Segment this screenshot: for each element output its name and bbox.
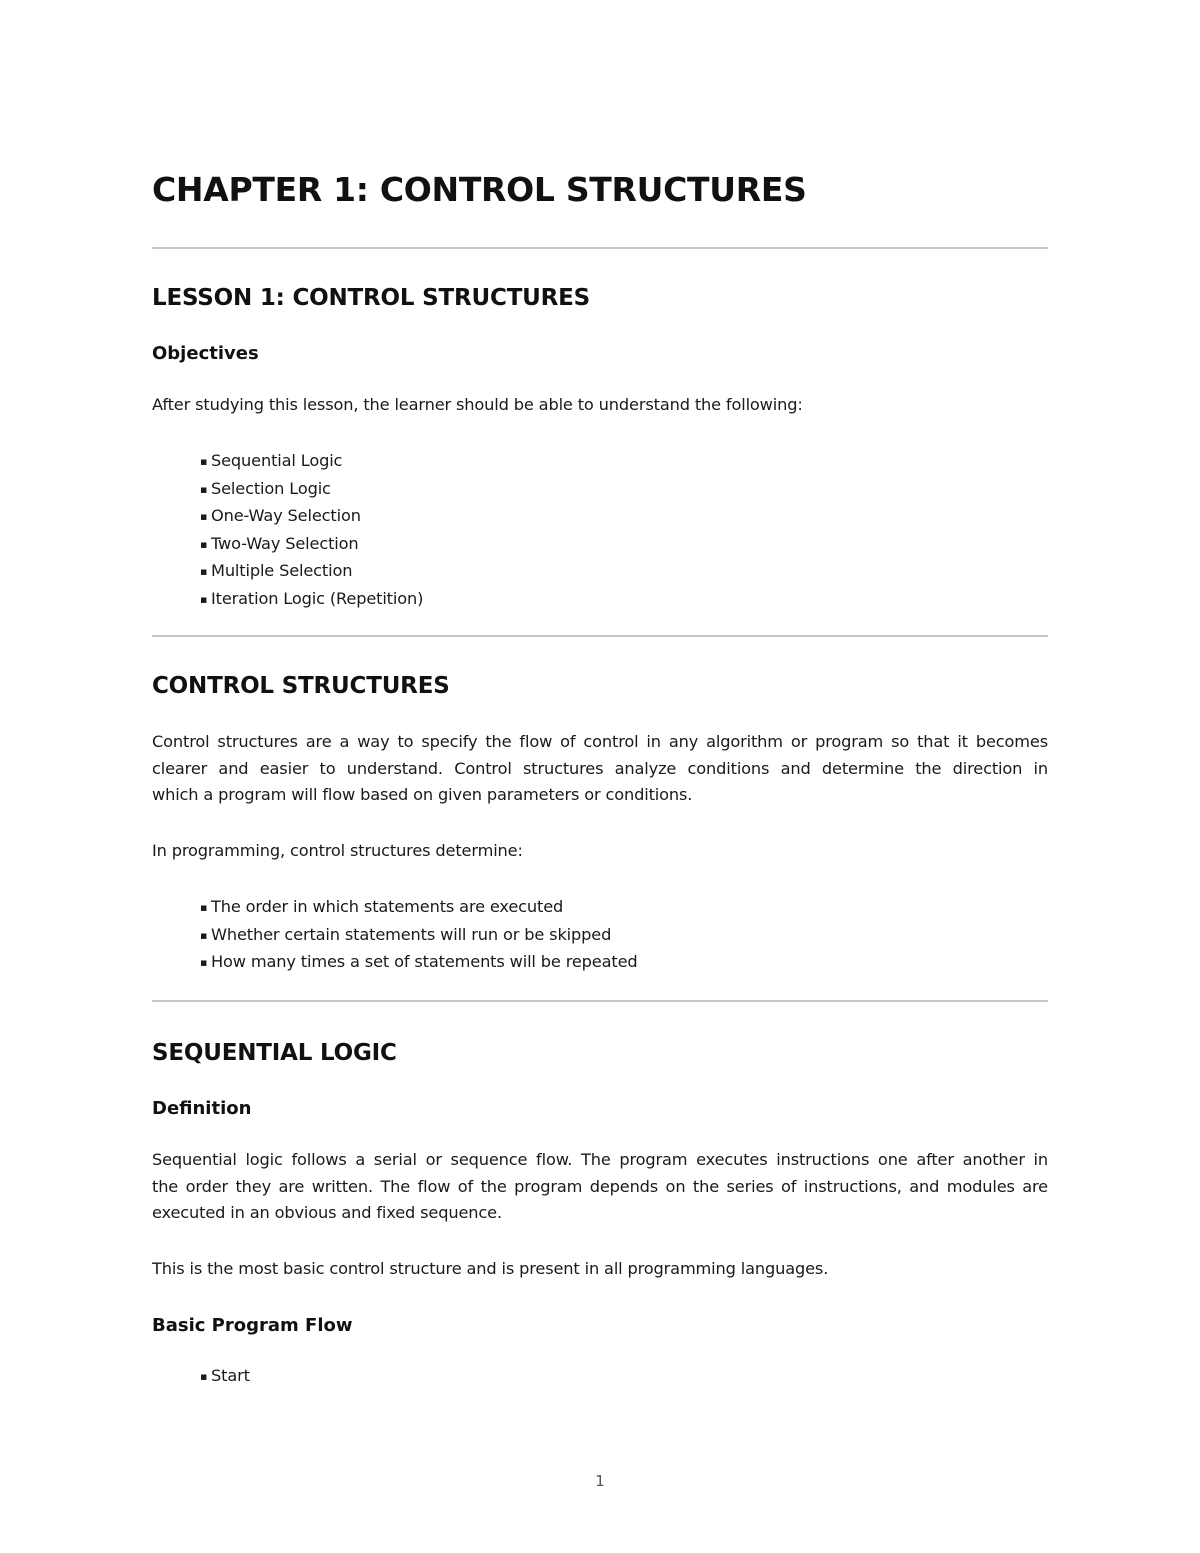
control-structures-intro: In programming, control structures determine: [152, 841, 523, 860]
bullet-icon: ▪ [200, 510, 208, 523]
control-structures-list [200, 894, 638, 977]
paragraph-line: Control structures are a way to specify the flow of control in any algorithm or program so that it becomes [152, 732, 1048, 751]
bullet-icon: ▪ [200, 565, 208, 578]
sequential-logic-title: SEQUENTIAL LOGIC [152, 1040, 397, 1066]
list-item: ▪ Iteration Logic (Repetition) [200, 586, 423, 614]
objectives-list [200, 448, 423, 613]
list-item: ▪ One-Way Selection [200, 503, 423, 531]
bullet-icon: ▪ [200, 956, 208, 969]
chapter-title: CHAPTER 1: CONTROL STRUCTURES [152, 170, 807, 209]
lesson-title: LESSON 1: CONTROL STRUCTURES [152, 285, 591, 311]
sequential-logic-paragraph [152, 1147, 1048, 1227]
section-divider [152, 635, 1048, 637]
list-item: ▪ Multiple Selection [200, 558, 423, 586]
paragraph-line: clearer and easier to understand. Control structures analyze conditions and determine the direction in [152, 758, 1048, 778]
definition-heading: Definition [152, 1098, 252, 1119]
list-item: ▪ Selection Logic [200, 476, 423, 504]
basic-program-flow-heading: Basic Program Flow [152, 1315, 353, 1336]
bullet-icon: ▪ [200, 455, 208, 468]
bullet-icon: ▪ [200, 537, 208, 551]
bullet-icon: ▪ [200, 592, 208, 606]
paragraph-line: Sequential logic follows a serial or sequence flow. The program executes instructions one after another in [152, 1150, 1048, 1169]
bullet-icon: ▪ [200, 928, 208, 942]
objectives-heading: Objectives [152, 343, 259, 364]
list-item: ▪ Two-Way Selection [200, 531, 423, 559]
program-flow-list [200, 1363, 250, 1391]
objectives-intro: After studying this lesson, the learner should be able to understand the following: [152, 395, 803, 414]
list-item: ▪ How many times a set of statements will be repeated [200, 949, 638, 977]
control-structures-title: CONTROL STRUCTURES [152, 673, 450, 699]
paragraph-line: which a program will flow based on given parameters or conditions. [152, 785, 693, 804]
list-item: ▪ Whether certain statements will run or be skipped [200, 922, 638, 950]
list-item: ▪ The order in which statements are executed [200, 894, 638, 922]
list-item: ▪ Sequential Logic [200, 448, 423, 476]
bullet-icon: ▪ [200, 482, 208, 496]
control-structures-paragraph [152, 729, 1048, 809]
paragraph-line: executed in an obvious and fixed sequence. [152, 1203, 502, 1222]
section-divider [152, 247, 1048, 249]
page-number: 1 [595, 1472, 605, 1490]
list-item: ▪ Start [200, 1363, 250, 1391]
bullet-icon: ▪ [200, 901, 208, 914]
section-divider [152, 1000, 1048, 1002]
bullet-icon: ▪ [200, 1370, 208, 1383]
paragraph-line: the order they are written. The flow of the program depends on the series of instructions, and modules are [152, 1176, 1048, 1196]
sequential-logic-note: This is the most basic control structure and is present in all programming languages. [152, 1259, 829, 1278]
